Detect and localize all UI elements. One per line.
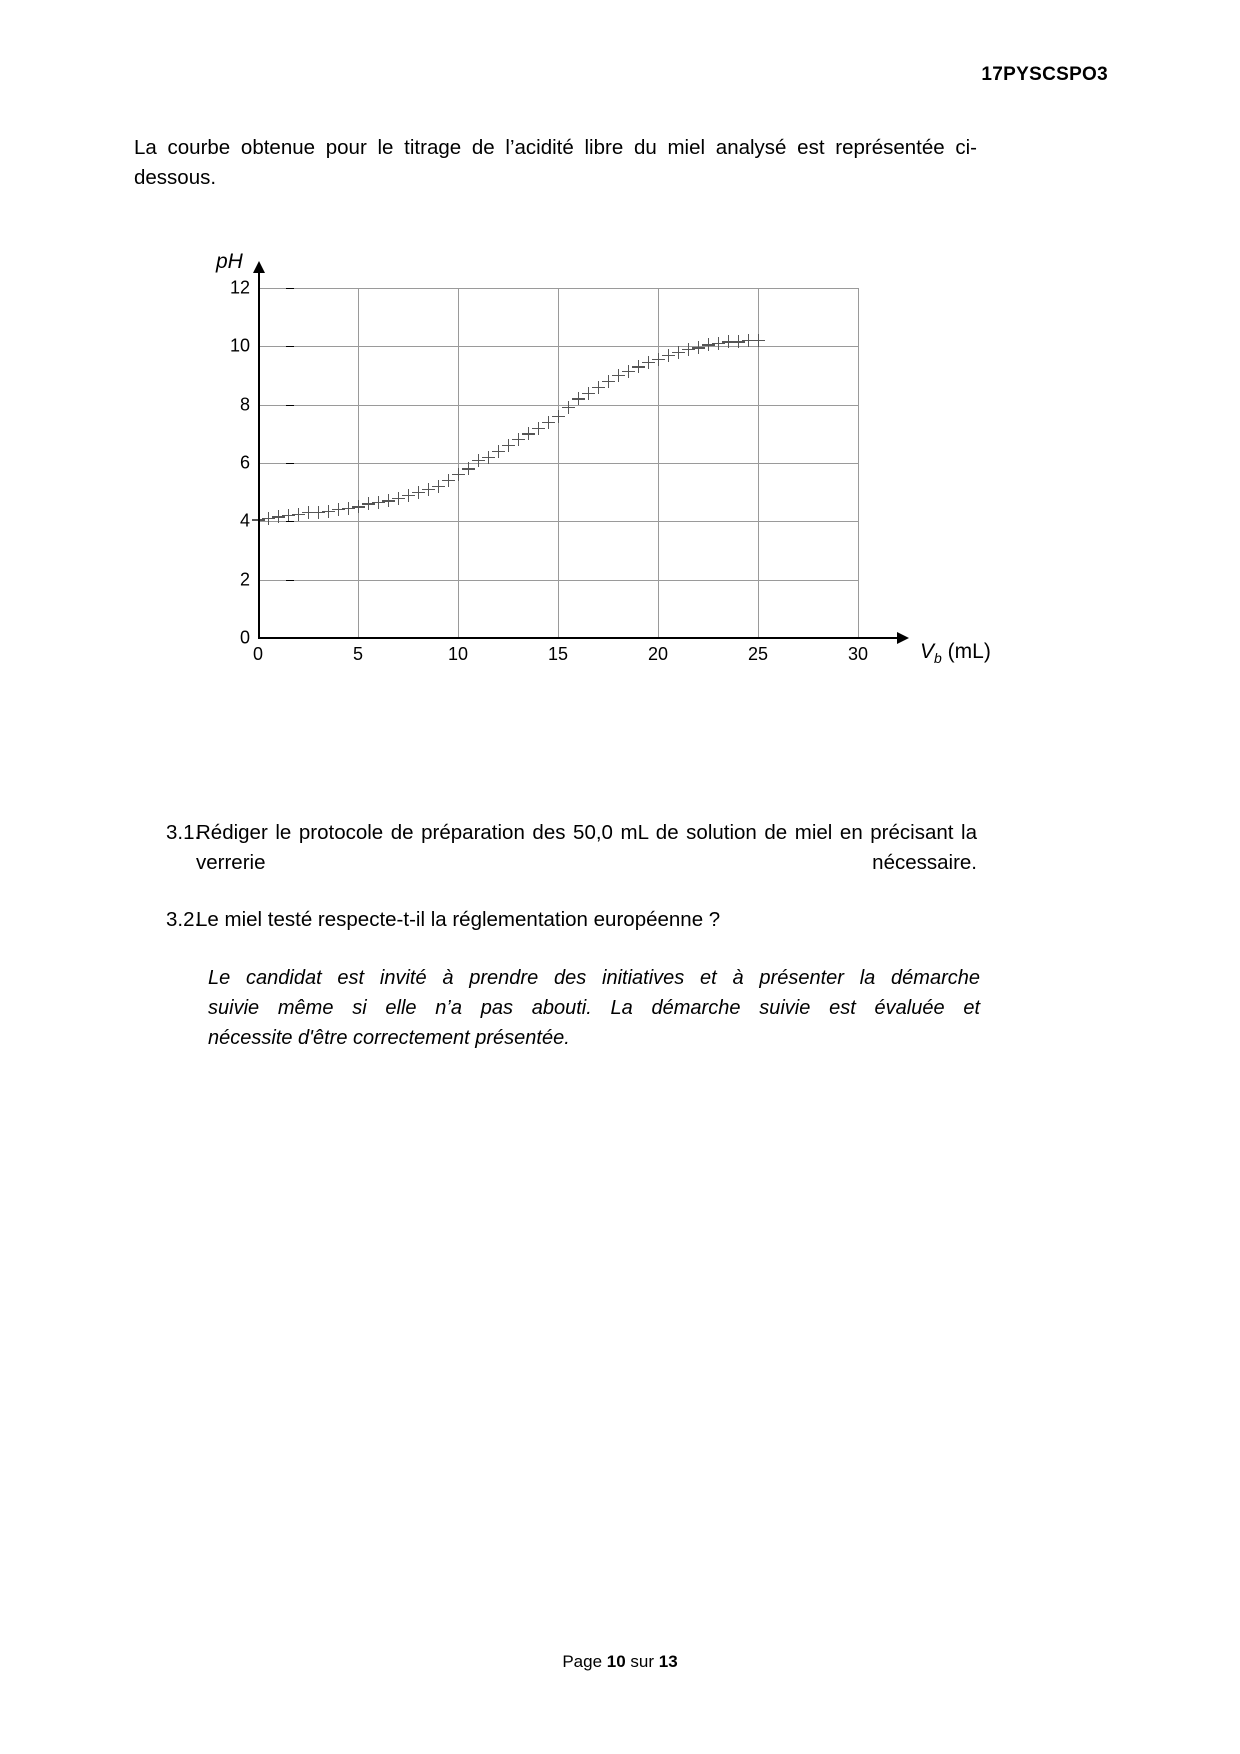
question-3-1-number: 3.1.	[166, 821, 201, 844]
footer-prefix: Page	[562, 1652, 607, 1671]
chart-y-tick-mark	[286, 521, 294, 522]
question-3-2-number: 3.2.	[166, 908, 201, 932]
chart-y-tick-label: 10	[229, 335, 250, 356]
chart-y-tick-mark	[286, 346, 294, 347]
chart-y-tick-label: 12	[229, 277, 250, 298]
question-3-2	[134, 905, 977, 935]
chart-y-tick-label: 6	[239, 452, 250, 473]
chart-y-ticks	[214, 277, 250, 648]
candidate-note-line-3: nécessite d'être correctement présentée.	[208, 1027, 570, 1050]
chart-x-tick-label: 0	[252, 644, 264, 664]
chart-y-tick-mark	[286, 405, 294, 406]
grid-line-horizontal	[258, 521, 858, 522]
chart-x-axis	[258, 637, 898, 639]
chart-x-tick-label: 10	[447, 644, 469, 664]
chart-y-axis	[258, 272, 260, 638]
candidate-note-line-2: suivie même si elle n’a pas abouti. La démarche suivie est évaluée et	[208, 997, 980, 1020]
question-3-1	[134, 818, 977, 877]
chart-data-point	[752, 334, 765, 347]
grid-line-horizontal	[258, 346, 858, 347]
document-code: 17PYSCSPO3	[981, 64, 1108, 85]
intro-paragraph: La courbe obtenue pour le titrage de l’acidité libre du miel analysé est représentée ci-dessous.	[134, 136, 977, 189]
footer-middle: sur	[625, 1652, 659, 1671]
chart-x-tick-label: 30	[847, 644, 869, 664]
chart-y-tick-label: 8	[239, 394, 250, 415]
grid-line-horizontal	[258, 463, 858, 464]
chart-y-tick-label: 4	[239, 510, 250, 531]
footer-total-pages: 13	[658, 1652, 678, 1671]
chart-x-tick-label: 25	[747, 644, 769, 664]
grid-line-horizontal	[258, 580, 858, 581]
titration-chart	[180, 240, 1000, 690]
chart-x-tick-label: 15	[547, 644, 569, 664]
questions-section	[134, 818, 980, 1053]
chart-y-axis-label: pH	[216, 250, 243, 273]
chart-y-tick-mark	[286, 288, 294, 289]
chart-y-tick-mark	[286, 463, 294, 464]
grid-line-horizontal	[258, 288, 858, 289]
question-3-2-text: Le miel testé respecte-t-il la réglementation européenne ?	[196, 908, 721, 932]
page-footer	[0, 1652, 1240, 1672]
grid-line-vertical	[858, 288, 859, 638]
chart-y-tick-label: 2	[239, 569, 250, 590]
chart-x-axis-label: $V_b$ (mL)	[920, 640, 991, 667]
footer-page-number: 10	[606, 1652, 626, 1671]
chart-x-tick-label: 20	[647, 644, 669, 664]
grid-line-horizontal	[258, 405, 858, 406]
candidate-note-line-1: Le candidat est invité à prendre des initiatives et à présenter la démarche	[208, 967, 980, 990]
chart-y-tick-label: 0	[239, 627, 250, 648]
candidate-note	[208, 963, 980, 1053]
chart-x-tick-label: 5	[352, 644, 364, 664]
chart-plot-area	[258, 288, 858, 638]
question-3-1-text: Rédiger le protocole de préparation des 50,0 mL de solution de miel en précisant la verrerie nécessaire.	[196, 821, 977, 874]
chart-y-tick-mark	[286, 580, 294, 581]
